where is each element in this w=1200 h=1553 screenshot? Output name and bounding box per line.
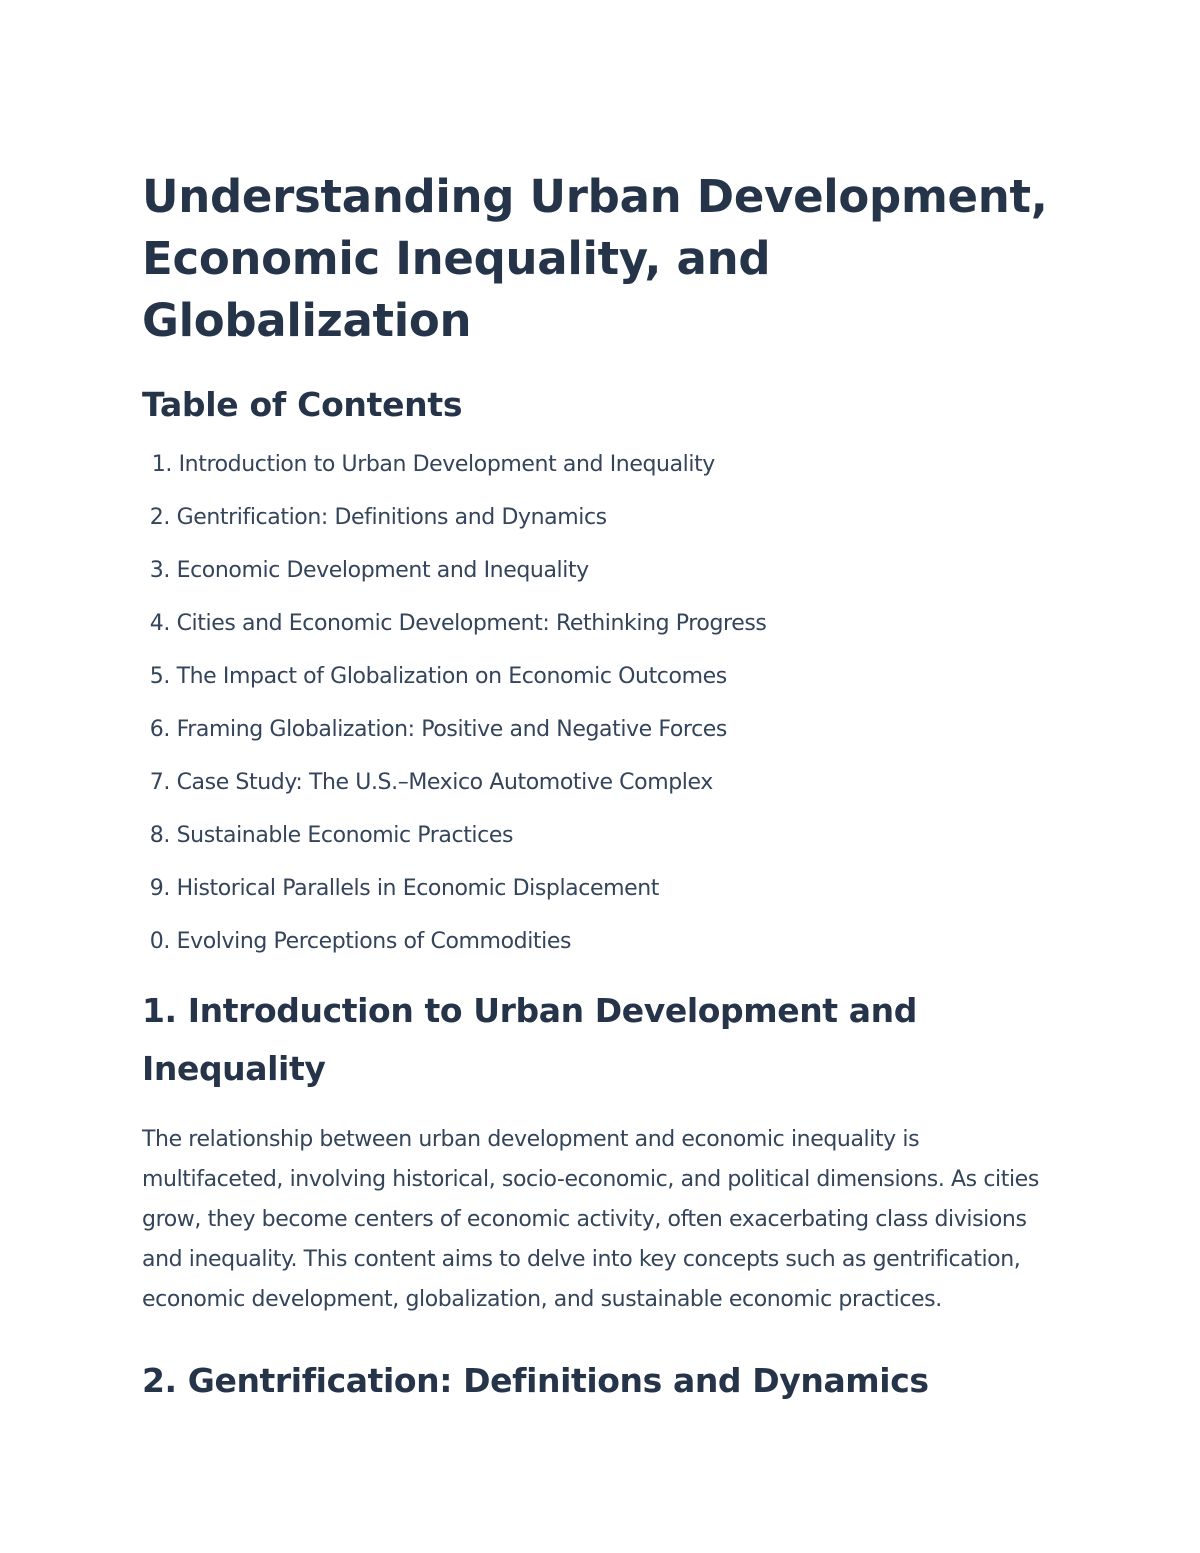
toc-item[interactable]: [142, 823, 1062, 849]
toc-item[interactable]: [142, 876, 1062, 902]
toc-item[interactable]: [142, 611, 1062, 637]
toc-item-number: 3.: [149, 558, 170, 583]
toc-item-label: Introduction to Urban Development and Inequality: [178, 452, 715, 477]
section-heading-gentrification: 2. Gentrification: Definitions and Dynamics: [142, 1361, 929, 1400]
toc-item[interactable]: [142, 505, 1062, 531]
toc-item-label: Case Study: The U.S.–Mexico Automotive Complex: [176, 770, 713, 795]
toc-item-number: 4.: [149, 611, 170, 636]
toc-item-label: Framing Globalization: Positive and Negative Forces: [176, 717, 727, 742]
toc-item-number: 7.: [149, 770, 170, 795]
toc-item-number: 9.: [149, 876, 170, 901]
toc-item-label: Evolving Perceptions of Commodities: [176, 929, 572, 954]
section-heading-introduction: 1. Introduction to Urban Development and Inequality: [142, 991, 917, 1088]
toc-item-label: Economic Development and Inequality: [176, 558, 589, 583]
toc-item[interactable]: [142, 664, 1062, 690]
toc-item-number: 8.: [149, 823, 170, 848]
toc-heading: Table of Contents: [142, 385, 463, 424]
toc-item-label: Gentrification: Definitions and Dynamics: [176, 505, 607, 530]
toc-item-label: Cities and Economic Development: Rethinking Progress: [176, 611, 767, 636]
toc-item[interactable]: [142, 558, 1062, 584]
toc-item-label: Historical Parallels in Economic Displacement: [176, 876, 660, 901]
toc-item[interactable]: [142, 717, 1062, 743]
document-page: [142, 166, 1062, 1410]
toc-item[interactable]: [142, 452, 1062, 478]
toc-item-number: 0.: [149, 929, 170, 954]
toc-item-label: The Impact of Globalization on Economic Outcomes: [176, 664, 727, 689]
toc-item-number: 2.: [149, 505, 170, 530]
toc-item[interactable]: [142, 770, 1062, 796]
toc-item-label: Sustainable Economic Practices: [176, 823, 514, 848]
toc-item-number: 5.: [149, 664, 170, 689]
table-of-contents: [142, 452, 1062, 955]
document-title: Understanding Urban Development, Economic Inequality, and Globalization: [142, 170, 1048, 347]
toc-item-number: 6.: [149, 717, 170, 742]
section-paragraph-introduction: The relationship between urban development and economic inequality is multifaceted, involving historical, socio-economic, and political dimensions. As cities grow, they become centers of economic activity, often exacerbating class divisions and inequality. This content aims to delve into key concepts such as gentrification, economic development, globalization, and sustainable economic practices.: [142, 1127, 1039, 1312]
toc-item[interactable]: [142, 929, 1062, 955]
toc-item-number: 1.: [151, 452, 172, 477]
